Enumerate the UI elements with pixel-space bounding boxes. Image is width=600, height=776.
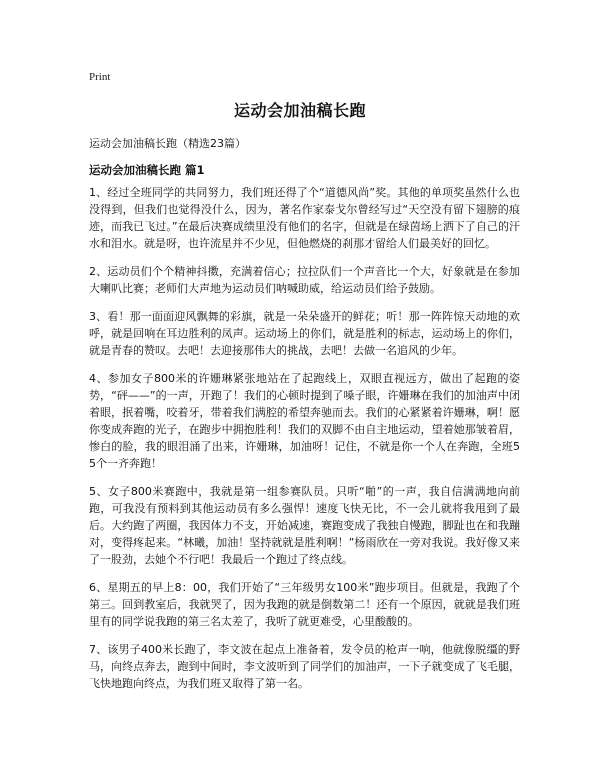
document-subtitle: 运动会加油稿长跑（精选23篇） [89, 137, 246, 150]
paragraph: 4、参加女子800米的许姗琳紧张地站在了起跑线上，双眼直视远方，做出了起跑的姿势，“砰——”的一声，开跑了！我们的心顿时提到了嗓子眼，许姗琳在我们的加油声中闭着眼，抿着嘴，咬着牙，带着我们满腔的希望奔驰而去。我们的心紧紧着许姗琳，啊！愿你变成奔跑的光子，在跑步中拥抱胜利！我们的双脚不由自主地运动，望着她那皱着眉，惨白的脸，我的眼泪涌了出来，许姗琳，加油呀！记住，不就是你一个人在奔跑，全班55个一齐奔跑！ [89, 372, 520, 470]
print-label: Print [89, 71, 111, 83]
paragraph: 6、星期五的早上8：00，我们开始了“三年级男女100米”跑步项目。但就是，我跑了个第三。回到教室后，我就哭了，因为我跑的就是倒数第二！还有一个原因，就就是我们班里有的同学说我跑的第三名太差了，我听了就更难受，心里酸酸的。 [89, 581, 520, 628]
article-body [89, 184, 520, 703]
paragraph: 5、女子800米赛跑中，我就是第一组参赛队员。只听“啪”的一声，我自信满满地向前跑，可我没有预料到其他运动员有多么强悍！速度飞快无比，不一会儿就将我甩到了最后。大约跑了两圈，我因体力不支，开始减速，赛跑变成了我独自慢跑，脚趾也在和我蹦对，变得疼起来。“林曦，加油！坚持就就是胜利啊！”杨雨欣在一旁对我说。我好像又来了一股劲，去她个不行吧！我最后一个跑过了终点线。 [89, 485, 520, 566]
section-heading: 运动会加油稿长跑 篇1 [89, 163, 205, 177]
paragraph: 7、该男子400米长跑了，李文波在起点上准备着，发令员的枪声一响，他就像脱缰的野马，向终点奔去，跑到中间时，李文波听到了同学们的加油声，一下子就变成了飞毛腿，飞快地跑向终点，为我们班又取得了第一名。 [89, 643, 520, 690]
page-title: 运动会加油稿长跑 [233, 101, 366, 120]
paragraph: 1、经过全班同学的共同努力，我们班还得了个“道德风尚”奖。其他的单项奖虽然什么也没得到，但我们也觉得没什么，因为，著名作家泰戈尔曾经写过“天空没有留下翅膀的痕迹，而我已飞过。”在最后决赛成绩里没有他们的名字，但就是在绿茵场上洒下了自己的汗水和泪水。就是呀，也许流星并不少见，但他燃烧的刹那才留给人们最美好的回忆。 [89, 186, 520, 250]
paragraph: 2、运动员们个个精神抖擞，充满着信心；拉拉队们一个声音比一个大，好象就是在参加大喇叭比赛；老师们大声地为运动员们呐喊助威，给运动员们给予鼓励。 [89, 265, 520, 295]
paragraph: 3、看！那一面面迎风飘舞的彩旗，就是一朵朵盛开的鲜花；听！那一阵阵惊天动地的欢呼，就是回响在耳边胜利的凤声。运动场上的你们，就是胜利的标志，运动场上的你们，就是青春的赞叹。去吧！去迎接那伟大的挑战，去吧！去做一名追风的少年。 [89, 310, 520, 357]
